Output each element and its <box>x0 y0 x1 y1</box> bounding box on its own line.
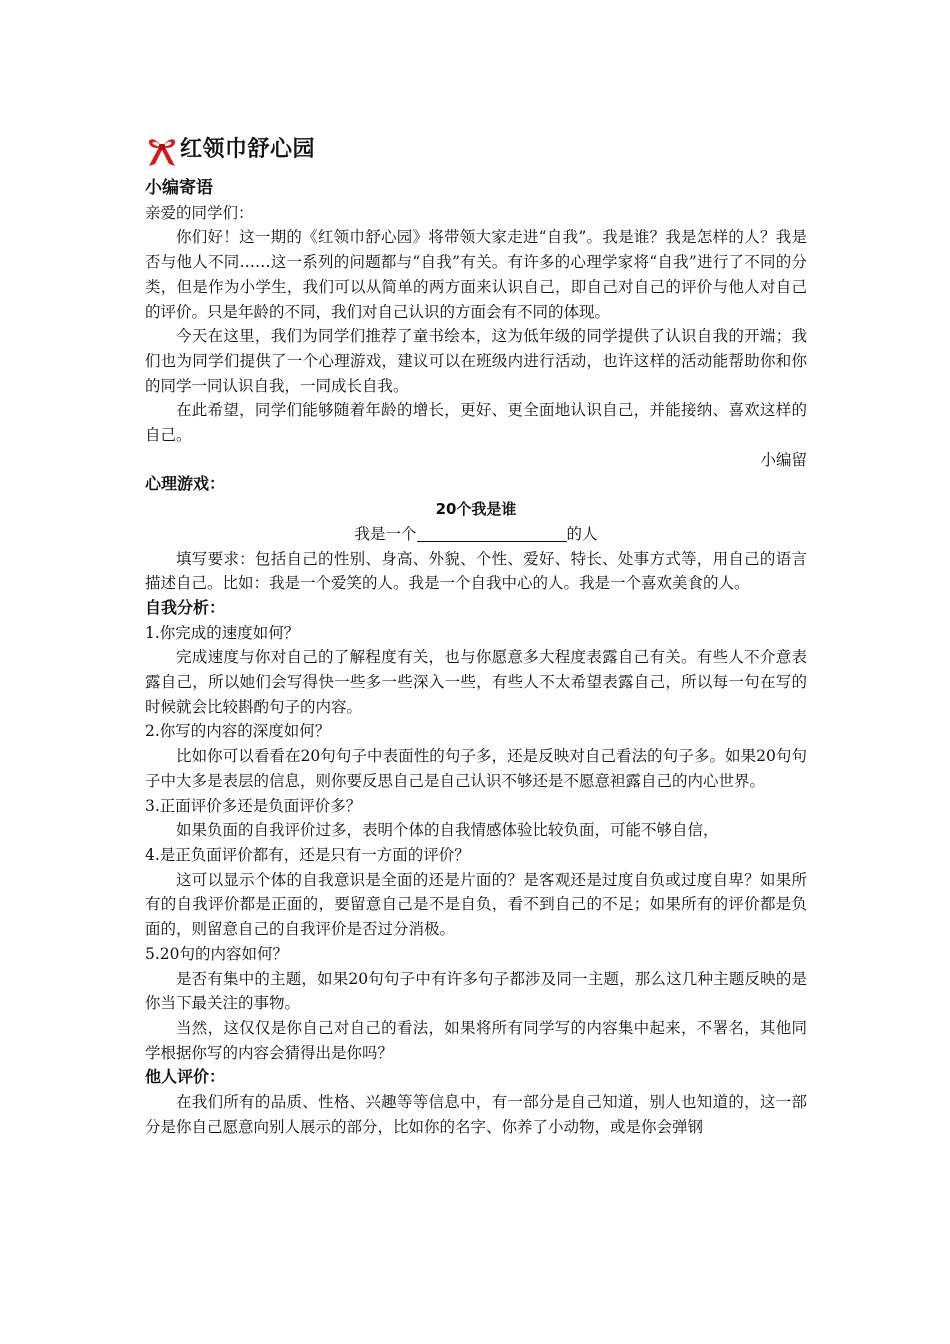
question-3: 3.正面评价多还是负面评价多？ <box>145 796 362 815</box>
fill-in-template <box>145 522 807 547</box>
editor-paragraph: 今天在这里，我们为同学们推荐了童书绘本，这为低年级的同学提供了认识自我的开端；我们也为同学们提供了一个心理游戏，建议可以在班级内进行活动，也许这样的活动能帮助你和你的同学一同认识自我，一同成长自我。 <box>145 327 807 395</box>
fill-blank-line <box>417 525 567 542</box>
question-5: 5.20句的内容如何？ <box>145 944 289 963</box>
question-4: 4.是正负面评价都有，还是只有一方面的评价？ <box>145 845 470 864</box>
analysis-heading: 自我分析： <box>145 597 226 617</box>
others-paragraph: 在我们所有的品质、性格、兴趣等等信息中，有一部分是自己知道，别人也知道的，这一部分是你自己愿意向别人展示的部分，比如你的名字、你养了小动物，或是你会弹钢 <box>145 1093 807 1136</box>
editor-paragraph: 在此希望，同学们能够随着年龄的增长，更好、更全面地认识自己，并能接纳、喜欢这样的自己。 <box>145 401 807 445</box>
game-title: 20个我是谁 <box>435 500 517 519</box>
answer-5: 是否有集中的主题，如果20句句子中有许多句子都涉及同一主题，那么这几种主题反映的是你当下最关注的事物。 <box>145 969 807 1013</box>
greeting: 亲爱的同学们： <box>145 203 254 222</box>
template-suffix: 的人 <box>566 524 598 543</box>
others-heading: 他人评价： <box>145 1067 226 1087</box>
editor-heading: 小编寄语 <box>145 178 213 198</box>
page-title: 红领巾舒心园 <box>180 136 316 162</box>
game-heading: 心理游戏： <box>145 474 226 494</box>
answer-6: 当然，这仅仅是你自己对自己的看法，如果将所有同学写的内容集中起来，不署名，其他同学根据你写的内容会猜得出是你吗？ <box>145 1018 807 1062</box>
signature: 小编留 <box>760 450 807 469</box>
red-ribbon-icon <box>145 130 179 170</box>
document-page <box>145 128 807 1139</box>
question-2: 2.你写的内容的深度如何？ <box>145 722 331 741</box>
template-prefix: 我是一个 <box>354 524 417 543</box>
editor-paragraph: 你们好！这一期的《红领巾舒心园》将带领大家走进“自我”。我是谁？我是怎样的人？我是否与他人不同……这一系列的问题都与“自我”有关。有许多的心理学家将“自我”进行了不同的分类，但是作为小学生，我们可以从简单的两方面来认识自己，即自己对自己的评价与他人对自己的评价。只是年龄的不同，我们对自己认识的方面会有不同的体现。 <box>145 228 807 321</box>
game-instructions: 填写要求：包括自己的性别、身高、外貌、个性、爱好、特长、处事方式等，用自己的语言描述自己。比如：我是一个爱笑的人。我是一个自我中心的人。我是一个喜欢美食的人。 <box>145 549 807 593</box>
title-row <box>145 128 807 172</box>
answer-2: 比如你可以看看在20句句子中表面性的句子多，还是反映对自己看法的句子多。如果20句句子中大多是表层的信息，则你要反思自己是自己认识不够还是不愿意袒露自己的内心世界。 <box>145 747 807 790</box>
answer-1: 完成速度与你对自己的了解程度有关，也与你愿意多大程度表露自己有关。有些人不介意表露自己，所以她们会写得快一些多一些深入一些，有些人不太希望表露自己，所以每一句在写的时候就会比较斟酌句子的内容。 <box>145 648 807 716</box>
question-1: 1.你完成的速度如何？ <box>145 623 300 642</box>
answer-4: 这可以显示个体的自我意识是全面的还是片面的？是客观还是过度自负或过度自卑？如果所有的自我评价都是正面的，要留意自己是不是自负，看不到自己的不足；如果所有的评价都是负面的，则留意自己的自我评价是否过分消极。 <box>145 870 807 939</box>
answer-3: 如果负面的自我评价过多，表明个体的自我情感体验比较负面，可能不够自信， <box>176 821 719 840</box>
